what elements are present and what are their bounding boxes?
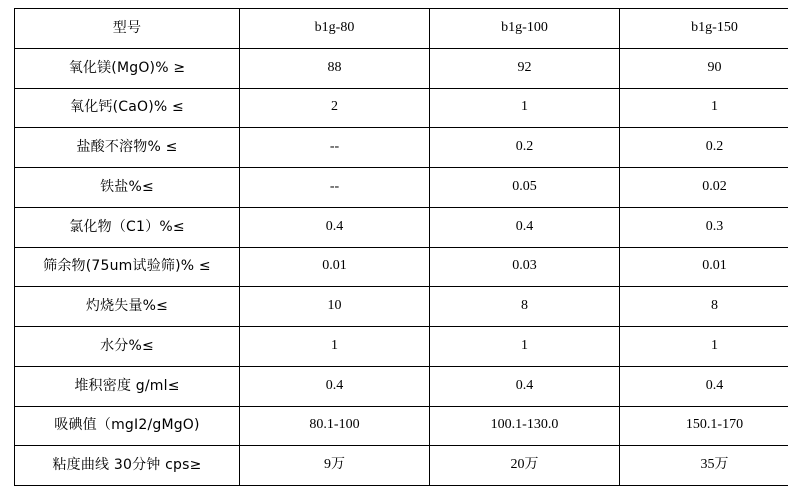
column-header-model: 型号	[15, 9, 240, 49]
cell-sieve-residue-b1g-80: 0.01	[240, 247, 430, 287]
row-label-cao: 氧化钙(CaO)% ≤	[15, 88, 240, 128]
cell-loss-on-ignition-b1g-80: 10	[240, 287, 430, 327]
row-label-sieve-residue: 筛余物(75um试验筛)% ≤	[15, 247, 240, 287]
cell-iodine-value-b1g-80: 80.1-100	[240, 406, 430, 446]
cell-sieve-residue-b1g-100: 0.03	[430, 247, 620, 287]
row-label-viscosity-curve: 粘度曲线 30分钟 cps≥	[15, 446, 240, 486]
cell-iron-salt-b1g-80: --	[240, 168, 430, 208]
cell-mgo-b1g-100: 92	[430, 48, 620, 88]
cell-moisture-b1g-150: 1	[620, 327, 788, 367]
cell-iodine-value-b1g-150: 150.1-170	[620, 406, 788, 446]
cell-sieve-residue-b1g-150: 0.01	[620, 247, 788, 287]
table-row	[15, 207, 788, 247]
column-header-b1g-150: b1g-150	[620, 9, 788, 49]
table-row	[15, 168, 788, 208]
cell-cao-b1g-80: 2	[240, 88, 430, 128]
cell-bulk-density-b1g-150: 0.4	[620, 366, 788, 406]
cell-bulk-density-b1g-80: 0.4	[240, 366, 430, 406]
row-label-chloride: 氯化物（C1）%≤	[15, 207, 240, 247]
table-row	[15, 247, 788, 287]
row-label-bulk-density: 堆积密度 g/ml≤	[15, 366, 240, 406]
cell-chloride-b1g-150: 0.3	[620, 207, 788, 247]
spec-table-container	[14, 8, 774, 486]
table-row	[15, 446, 788, 486]
table-header-row	[15, 9, 788, 49]
cell-viscosity-curve-b1g-100: 20万	[430, 446, 620, 486]
cell-moisture-b1g-80: 1	[240, 327, 430, 367]
row-label-iodine-value: 吸碘值（mgI2/gMgO)	[15, 406, 240, 446]
specification-table	[14, 8, 788, 486]
table-row	[15, 48, 788, 88]
cell-hcl-insoluble-b1g-100: 0.2	[430, 128, 620, 168]
cell-iron-salt-b1g-100: 0.05	[430, 168, 620, 208]
cell-chloride-b1g-100: 0.4	[430, 207, 620, 247]
cell-chloride-b1g-80: 0.4	[240, 207, 430, 247]
table-row	[15, 128, 788, 168]
column-header-b1g-100: b1g-100	[430, 9, 620, 49]
cell-loss-on-ignition-b1g-100: 8	[430, 287, 620, 327]
row-label-loss-on-ignition: 灼烧失量%≤	[15, 287, 240, 327]
table-row	[15, 366, 788, 406]
cell-cao-b1g-150: 1	[620, 88, 788, 128]
cell-iron-salt-b1g-150: 0.02	[620, 168, 788, 208]
cell-iodine-value-b1g-100: 100.1-130.0	[430, 406, 620, 446]
cell-loss-on-ignition-b1g-150: 8	[620, 287, 788, 327]
row-label-mgo: 氧化镁(MgO)% ≥	[15, 48, 240, 88]
table-row	[15, 287, 788, 327]
table-row	[15, 88, 788, 128]
cell-moisture-b1g-100: 1	[430, 327, 620, 367]
cell-viscosity-curve-b1g-150: 35万	[620, 446, 788, 486]
table-row	[15, 406, 788, 446]
row-label-hcl-insoluble: 盐酸不溶物% ≤	[15, 128, 240, 168]
column-header-b1g-80: b1g-80	[240, 9, 430, 49]
cell-viscosity-curve-b1g-80: 9万	[240, 446, 430, 486]
cell-mgo-b1g-150: 90	[620, 48, 788, 88]
row-label-moisture: 水分%≤	[15, 327, 240, 367]
cell-hcl-insoluble-b1g-80: --	[240, 128, 430, 168]
cell-hcl-insoluble-b1g-150: 0.2	[620, 128, 788, 168]
table-row	[15, 327, 788, 367]
cell-cao-b1g-100: 1	[430, 88, 620, 128]
row-label-iron-salt: 铁盐%≤	[15, 168, 240, 208]
cell-mgo-b1g-80: 88	[240, 48, 430, 88]
cell-bulk-density-b1g-100: 0.4	[430, 366, 620, 406]
